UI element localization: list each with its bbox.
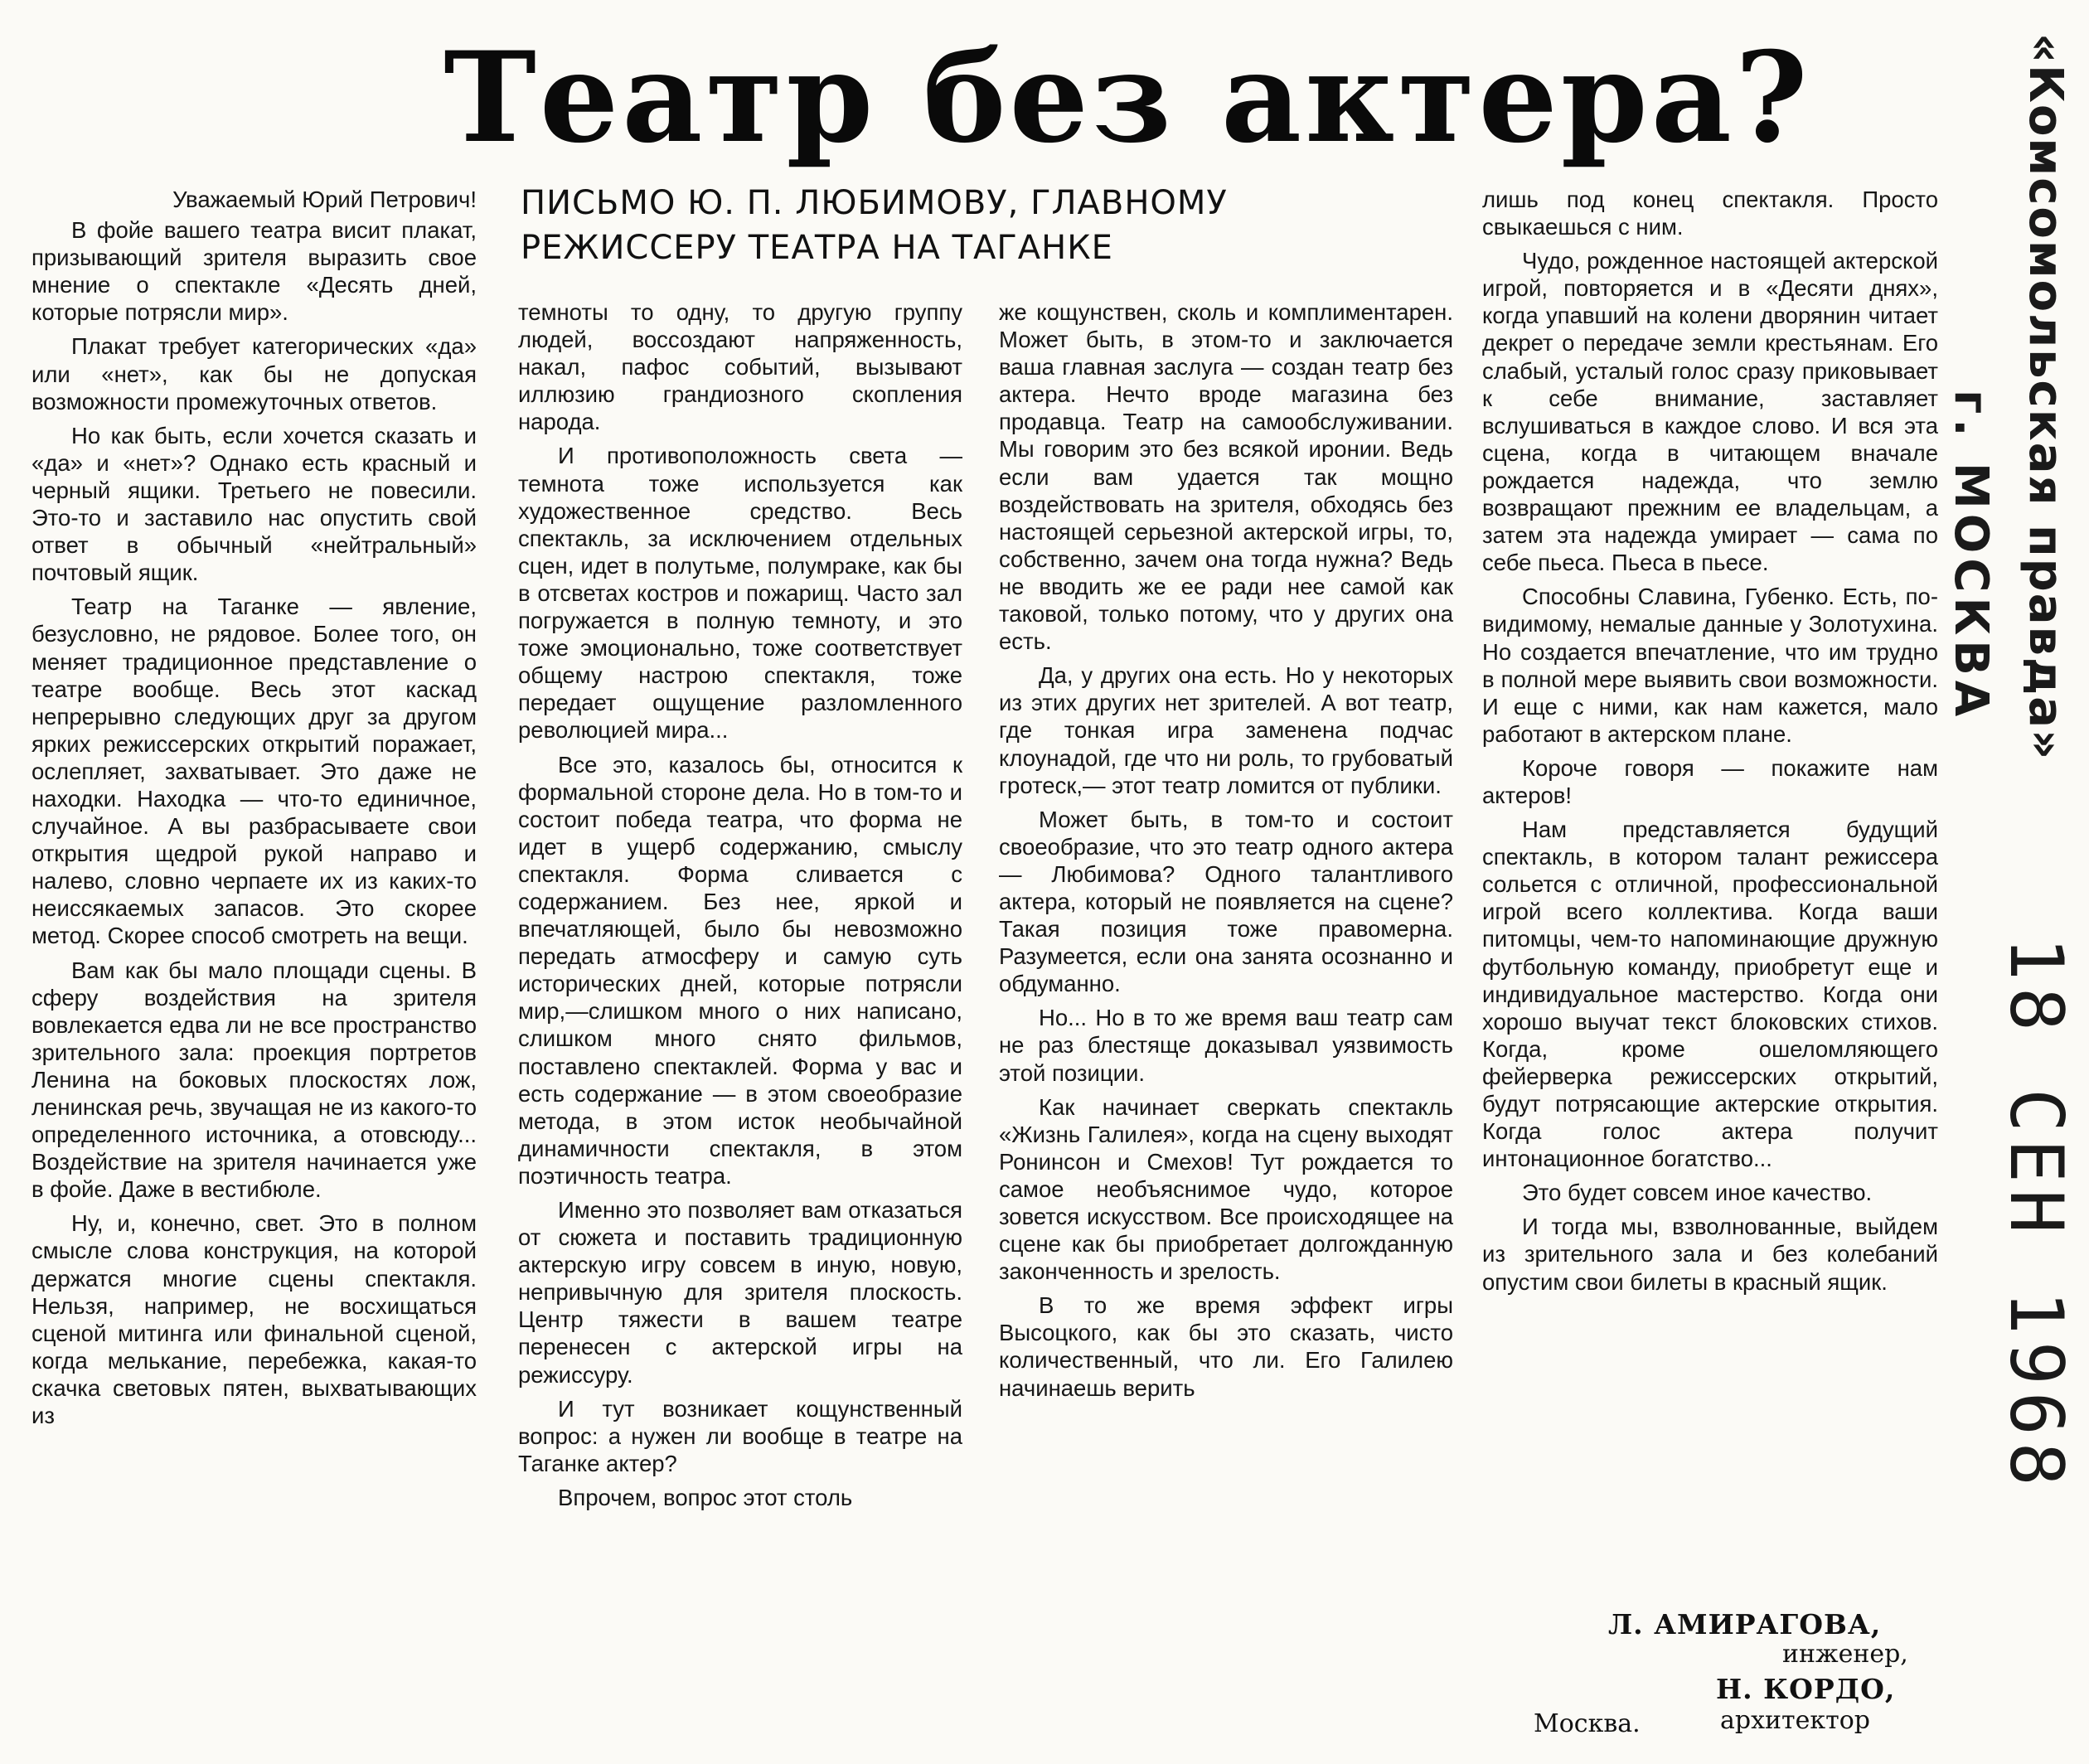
- paragraph: Нам представляется будущий спектакль, в котором талант режиссера сольется с отличной, профессиональной игрой всего коллектива. Когда ваши питомцы, чем-то напоминающие дружную футбольную команду, приобретут еще и индивидуальное мастерство. Когда они хорошо выучат текст блоковских стихов. Когда, кроме ошеломляющего фейерверка режиссерских открытий, будут потрясающие актерские открытия. Когда голос актера получит интонационное богатство...: [1482, 817, 1938, 1172]
- paragraph: Да, у других она есть. Но у некоторых из этих других нет зрителей. А вот театр, где тонкая игра заменена подчас клоунадой, где что ни роль, то грубоватый гротеск,— этот театр ломится от публики.: [999, 662, 1453, 798]
- article-column-1: [32, 186, 477, 1436]
- paragraph: же кощунствен, сколь и комплиментарен. Может быть, в этом-то и заключается ваша главная заслуга — создан театр без актера. Нечто вроде магазина без продавца. Театр на самообслуживании. Мы говорим это без всякой иронии. Ведь если вам удается так мощно воздействовать на зрителя, обходясь без настоящей серьезной актерской игры, то, собственно, зачем она тогда нужна? Ведь не вводить же ее ради нее самой как таковой, только потому, что у других она есть.: [999, 299, 1453, 655]
- paragraph: темноты то одну, то другую группу людей, воссоздают напряженность, накал, пафос событий, вызывают иллюзию грандиозного скопления народа.: [518, 299, 962, 435]
- signature-city: Москва.: [1534, 1709, 1641, 1738]
- headline: Театр без актера?: [443, 25, 1811, 171]
- paragraph: Это будет совсем иное качество.: [1522, 1180, 1873, 1206]
- paragraph: И тут возникает кощунственный вопрос: а нужен ли вообще в театре на Таганке актер?: [518, 1395, 962, 1476]
- paragraph: Способны Славина, Губенко. Есть, по-видимому, немалые данные у Золотухина. Но создается впечатление, что им трудно в полной мере выявить свои возможности. И еще с ними, как нам кажется, мало работают в актерском плане.: [1482, 584, 1938, 747]
- paragraph: Вам как бы мало площади сцены. В сферу воздействия на зрителя вовлекается едва ли не все пространство зрительного зала: проекция портретов Ленина на боковых плоскостях лож, ленинская речь, звучащая не из какого-то определенного источника, а отовсюду... Воздействие на зрителя начинается уже в фойе. Даже в вестибюле.: [32, 957, 477, 1203]
- signature-role-1: инженер,: [1782, 1640, 1908, 1669]
- article-column-3: [999, 298, 1453, 1408]
- greeting: Уважаемый Юрий Петрович!: [172, 187, 477, 212]
- article-column-2: [518, 298, 962, 1518]
- signature-role-2: архитектор: [1720, 1706, 1870, 1735]
- paragraph: Впрочем, вопрос этот столь: [558, 1484, 853, 1510]
- paragraph: Все это, казалось бы, относится к формальной стороне дела. Но в том-то и состоит победа театра, что форма не идет в ущерб содержанию, смыслу спектакля. Форма сливается с содержанием. Без нее, яркой и впечатляющей, было бы невозможно передать атмосферу и самую суть исторических дней, которые потрясли мир,—слишком много о них написано, слишком много снято фильмов, поставлено спектаклей. Форма у вас и есть содержание — в этом своеобразие метода, в этом исток необычайной динамичности спектакля, в этом поэтичность театра.: [518, 751, 962, 1189]
- paragraph: В то же время эффект игры Высоцкого, как бы это сказать, чисто количественный, что ли. Его Галилею начинаешь верить: [999, 1292, 1453, 1401]
- paragraph: Но... Но в то же время ваш театр сам не раз блестяще доказывал уязвимость этой позиции.: [999, 1005, 1453, 1086]
- article-column-4: [1482, 186, 1938, 1302]
- signature-author-1: Л. АМИРАГОВА,: [1608, 1608, 1882, 1640]
- paragraph: Плакат требует категорических «да» или «нет», как бы не допуская возможности промежуточных ответов.: [32, 333, 477, 414]
- stamp-city: г. МОСКВА: [1944, 390, 1998, 722]
- subheadline: ПИСЬМО Ю. П. ЛЮБИМОВУ, ГЛАВНОМУ РЕЖИССЕРУ ТЕАТРА НА ТАГАНКЕ: [521, 184, 1228, 267]
- signature-author-2: Н. КОРДО,: [1716, 1673, 1896, 1705]
- paragraph: В фойе вашего театра висит плакат, призывающий зрителя выразить свое мнение о спектакле «Десять дней, которые потрясли мир».: [32, 217, 477, 326]
- paragraph: лишь под конец спектакля. Просто свыкаешься с ним.: [1482, 187, 1938, 240]
- paragraph: Как начинает сверкать спектакль «Жизнь Галилея», когда на сцену выходят Ронинсон и Смехов! Тут рождается то самое необъяснимое чудо, которое зовется искусством. Все происходящее на сцене как бы приобретает долгожданную законченность и зрелость.: [999, 1093, 1453, 1285]
- paragraph: И противоположность света — темнота тоже используется как художественное средство. Весь спектакль, за исключением отдельных сцен, идет в полутьме, полумраке, как бы в отсветах костров и пожарищ. Часто зал погружается в полную темноту, и это тоже эмоционально, тоже соответствует общему настрою спектакля, тоже передает ощущение разломленного революцией мира...: [518, 443, 962, 744]
- stamp-newspaper-name: «Комсомольская правда»: [2019, 33, 2072, 762]
- paragraph: Короче говоря — покажите нам актеров!: [1482, 754, 1938, 808]
- paragraph: Но как быть, если хочется сказать и «да» и «нет»? Однако есть красный и черный ящики. Третьего не повесили. Это-то и заставило нас опустить свой ответ в обычный «нейтральный» почтовый ящик.: [32, 422, 477, 586]
- paragraph: И тогда мы, взволнованные, выйдем из зрительного зала и без колебаний опустим свои билеты в красный ящик.: [1482, 1214, 1938, 1295]
- stamp-date: 18 СЕН 1968: [1994, 937, 2079, 1493]
- paragraph: Может быть, в том-то и состоит своеобразие, что это театр одного актера — Любимова? Одного талантливого актера, который не появляется на сцене? Такая позиция тоже правомерна. Разумеется, если она занята осознанно и обдуманно.: [999, 806, 1453, 997]
- paragraph: Чудо, рожденное настоящей актерской игрой, повторяется и в «Десяти днях», когда упавший на колени дворянин читает декрет о передаче земли крестьянам. Его слабый, усталый голос сразу приковывает к себе внимание, заставляет вслушиваться в каждое слово. И вся эта сцена, когда в читающем вначале рождается надежда, что землю возвращают прежним ее владельцам, а затем эта надежда умирает — сама по себе пьеса. Пьеса в пьесе.: [1482, 248, 1938, 576]
- paragraph: Именно это позволяет вам отказаться от сюжета и поставить традиционную актерскую игру совсем в иную, новую, непривычную для зрителя плоскость. Центр тяжести в вашем театре перенесен с актерской игры на режиссуру.: [518, 1197, 962, 1388]
- paragraph: Театр на Таганке — явление, безусловно, не рядовое. Более того, он меняет традиционное представление о театре вообще. Весь этот каскад непрерывно следующих друг за другом ярких режиссерских открытий поражает, ослепляет, захватывает. Это даже не находки. Находка — что-то единичное, случайное. А вы разбрасываете свои открытия щедрой рукой направо и налево, словно черпаете их из каких-то неиссякаемых запасов. Это скорее метод. Скорее способ смотреть на вещи.: [32, 594, 477, 949]
- paragraph: Ну, и, конечно, свет. Это в полном смысле слова конструкция, на которой держатся многие сцены спектакля. Нельзя, например, не восхищаться сценой митинга или финальной сценой, когда мелькание, перебежка, какая-то скачка световых пятен, выхватывающих из: [32, 1210, 477, 1429]
